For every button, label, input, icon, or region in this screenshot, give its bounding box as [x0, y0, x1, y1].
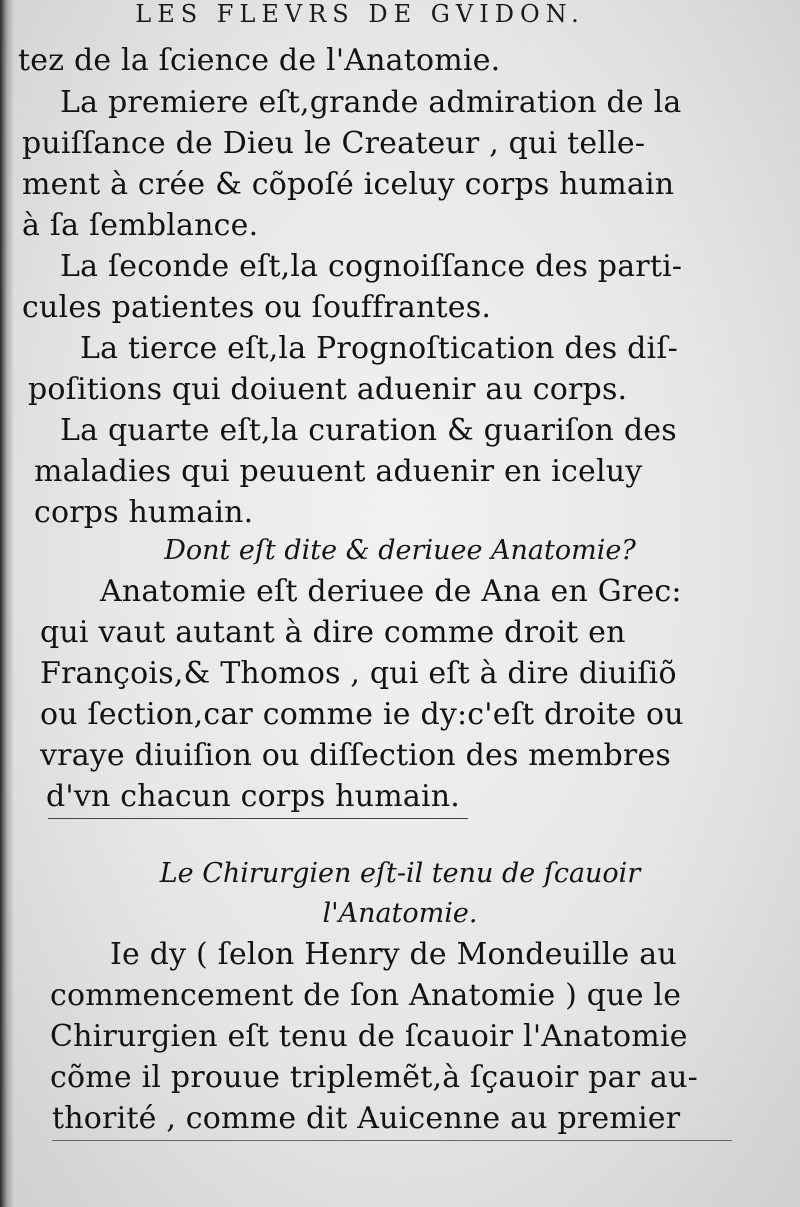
text-line: La ſeconde eſt,la cognoiſſance des parti- — [60, 249, 683, 284]
text-line: Chirurgien eſt tenu de ſcauoir l'Anatomie — [50, 1019, 688, 1054]
bottom-rule — [52, 1140, 732, 1141]
text-line: corps humain. — [34, 495, 254, 530]
text-line: qui vaut autant à dire comme droit en — [40, 615, 626, 650]
text-line: Anatomie eſt deriuee de Ana en Grec: — [100, 574, 682, 609]
text-line: La tierce eſt,la Prognoſtication des diſ- — [80, 331, 678, 366]
text-line: vraye diuiſion ou diſſection des membres — [40, 738, 672, 773]
text-line: cõme il prouue triplemẽt,à ſçauoir par au- — [50, 1060, 698, 1095]
text-line: Ie dy ( ſelon Henry de Mondeuille au — [110, 937, 677, 972]
text-line: commencement de ſon Anatomie ) que le — [50, 978, 682, 1013]
text-line: thorité , comme dit Auicenne au premier — [52, 1101, 681, 1136]
text-line: d'vn chacun corps humain. — [46, 779, 461, 814]
section-heading: Le Chirurgien eſt-il tenu de ſcauoir — [159, 858, 641, 889]
separator-rule — [48, 818, 468, 819]
text-line: maladies qui peuuent aduenir en iceluy — [34, 454, 643, 489]
text-line: ment à crée & cõpoſé iceluy corps humain — [22, 167, 675, 202]
section-heading: l'Anatomie. — [322, 898, 478, 929]
text-line: La quarte eſt,la curation & guariſon des — [60, 413, 677, 448]
section-heading: Dont eſt dite & deriuee Anatomie? — [164, 535, 636, 566]
text-line: cules patientes ou ſouffrantes. — [22, 290, 492, 325]
text-line: tez de la ſcience de l'Anatomie. — [18, 43, 501, 78]
text-line: à ſa ſemblance. — [22, 208, 259, 243]
running-header: LES FLEVRS DE GVIDON. — [135, 0, 585, 28]
text-line: puiſſance de Dieu le Createur , qui telle- — [22, 126, 646, 161]
text-line: poſitions qui doiuent aduenir au corps. — [28, 372, 628, 407]
text-line: François,& Thomos , qui eſt à dire diuiſiõ — [40, 656, 677, 691]
text-line: ou ſection,car comme ie dy:c'eſt droite ou — [40, 697, 684, 732]
text-line: La premiere eſt,grande admiration de la — [60, 85, 682, 120]
